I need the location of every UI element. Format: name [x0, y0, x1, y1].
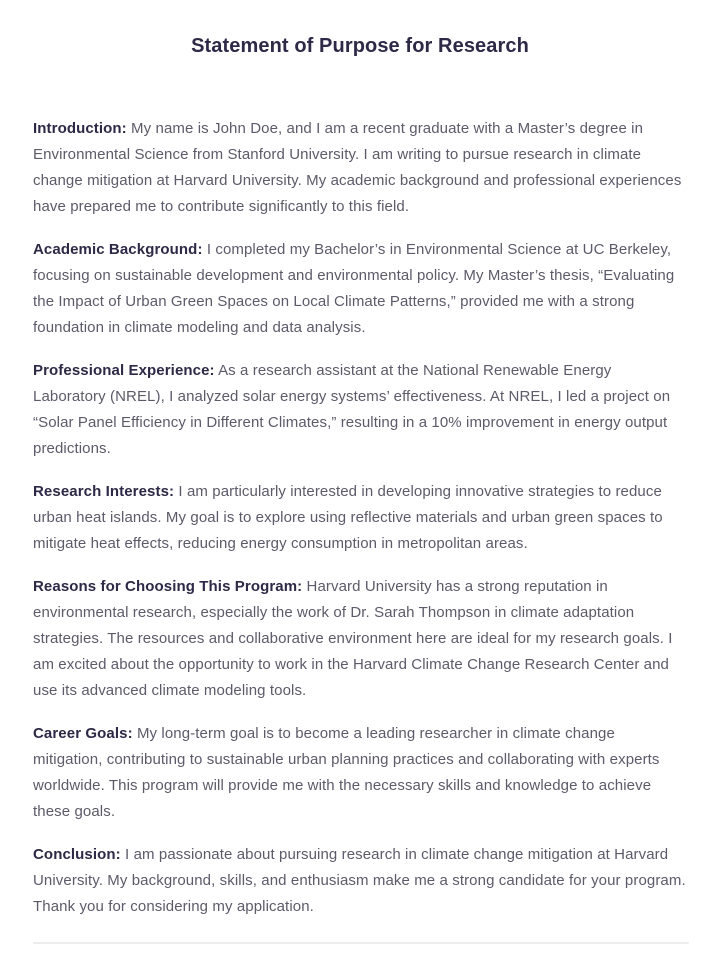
paragraph-text: I am particularly interested in developing innovative strategies to reduce urban heat islands. My goal is to explore using reflective materials and urban green spaces to mitigate heat effects, reducing energy consumption in metropolitan areas. — [33, 483, 663, 552]
paragraph-text: Harvard University has a strong reputation in environmental research, especially the work of Dr. Sarah Thompson in climate adaptation strategies. The resources and collaborative environment here are ideal for my research goals. I am excited about the opportunity to work in the Harvard Climate Change Research Center and use its advanced climate modeling tools. — [33, 578, 673, 699]
sop-paragraph-conclusion — [33, 842, 687, 920]
paragraph-label: Research Interests: — [33, 483, 175, 500]
bottom-divider — [33, 942, 689, 944]
page-title: Statement of Purpose for Research — [191, 35, 529, 57]
paragraph-label: Professional Experience: — [33, 362, 215, 379]
sop-paragraph-professional-experience — [33, 358, 687, 462]
paragraph-label: Introduction: — [33, 120, 127, 137]
paragraph-text: My long-term goal is to become a leading researcher in climate change mitigation, contributing to sustainable urban planning practices and collaborating with experts worldwide. This program will provide me with the necessary skills and knowledge to achieve these goals. — [33, 725, 660, 820]
paragraph-label: Reasons for Choosing This Program: — [33, 578, 303, 595]
sop-paragraph-introduction — [33, 116, 687, 220]
paragraph-text: As a research assistant at the National Renewable Energy Laboratory (NREL), I analyzed solar energy systems’ effectiveness. At NREL, I led a project on “Solar Panel Efficiency in Different Climates,” resulting in a 10% improvement in energy output predictions. — [33, 362, 671, 457]
paragraph-text: My name is John Doe, and I am a recent graduate with a Master’s degree in Environmental Science from Stanford University. I am writing to pursue research in climate change mitigation at Harvard University. My academic background and professional experiences have prepared me to contribute significantly to this field. — [33, 120, 682, 215]
paragraph-text: I completed my Bachelor’s in Environmental Science at UC Berkeley, focusing on sustainable development and environmental policy. My Master’s thesis, “Evaluating the Impact of Urban Green Spaces on Local Climate Patterns,” provided me with a strong foundation in climate modeling and data analysis. — [33, 241, 675, 336]
document-page — [0, 32, 720, 972]
paragraph-text: I am passionate about pursuing research in climate change mitigation at Harvard University. My background, skills, and enthusiasm make me a strong candidate for your program. Thank you for considering my application. — [33, 846, 686, 915]
sop-paragraph-academic-background — [33, 237, 687, 341]
paragraph-label: Academic Background: — [33, 241, 203, 258]
sop-paragraph-career-goals — [33, 721, 687, 825]
sop-paragraph-reasons-for-choosing — [33, 574, 687, 704]
paragraph-label: Conclusion: — [33, 846, 121, 863]
paragraph-label: Career Goals: — [33, 725, 133, 742]
sop-paragraph-research-interests — [33, 479, 687, 557]
